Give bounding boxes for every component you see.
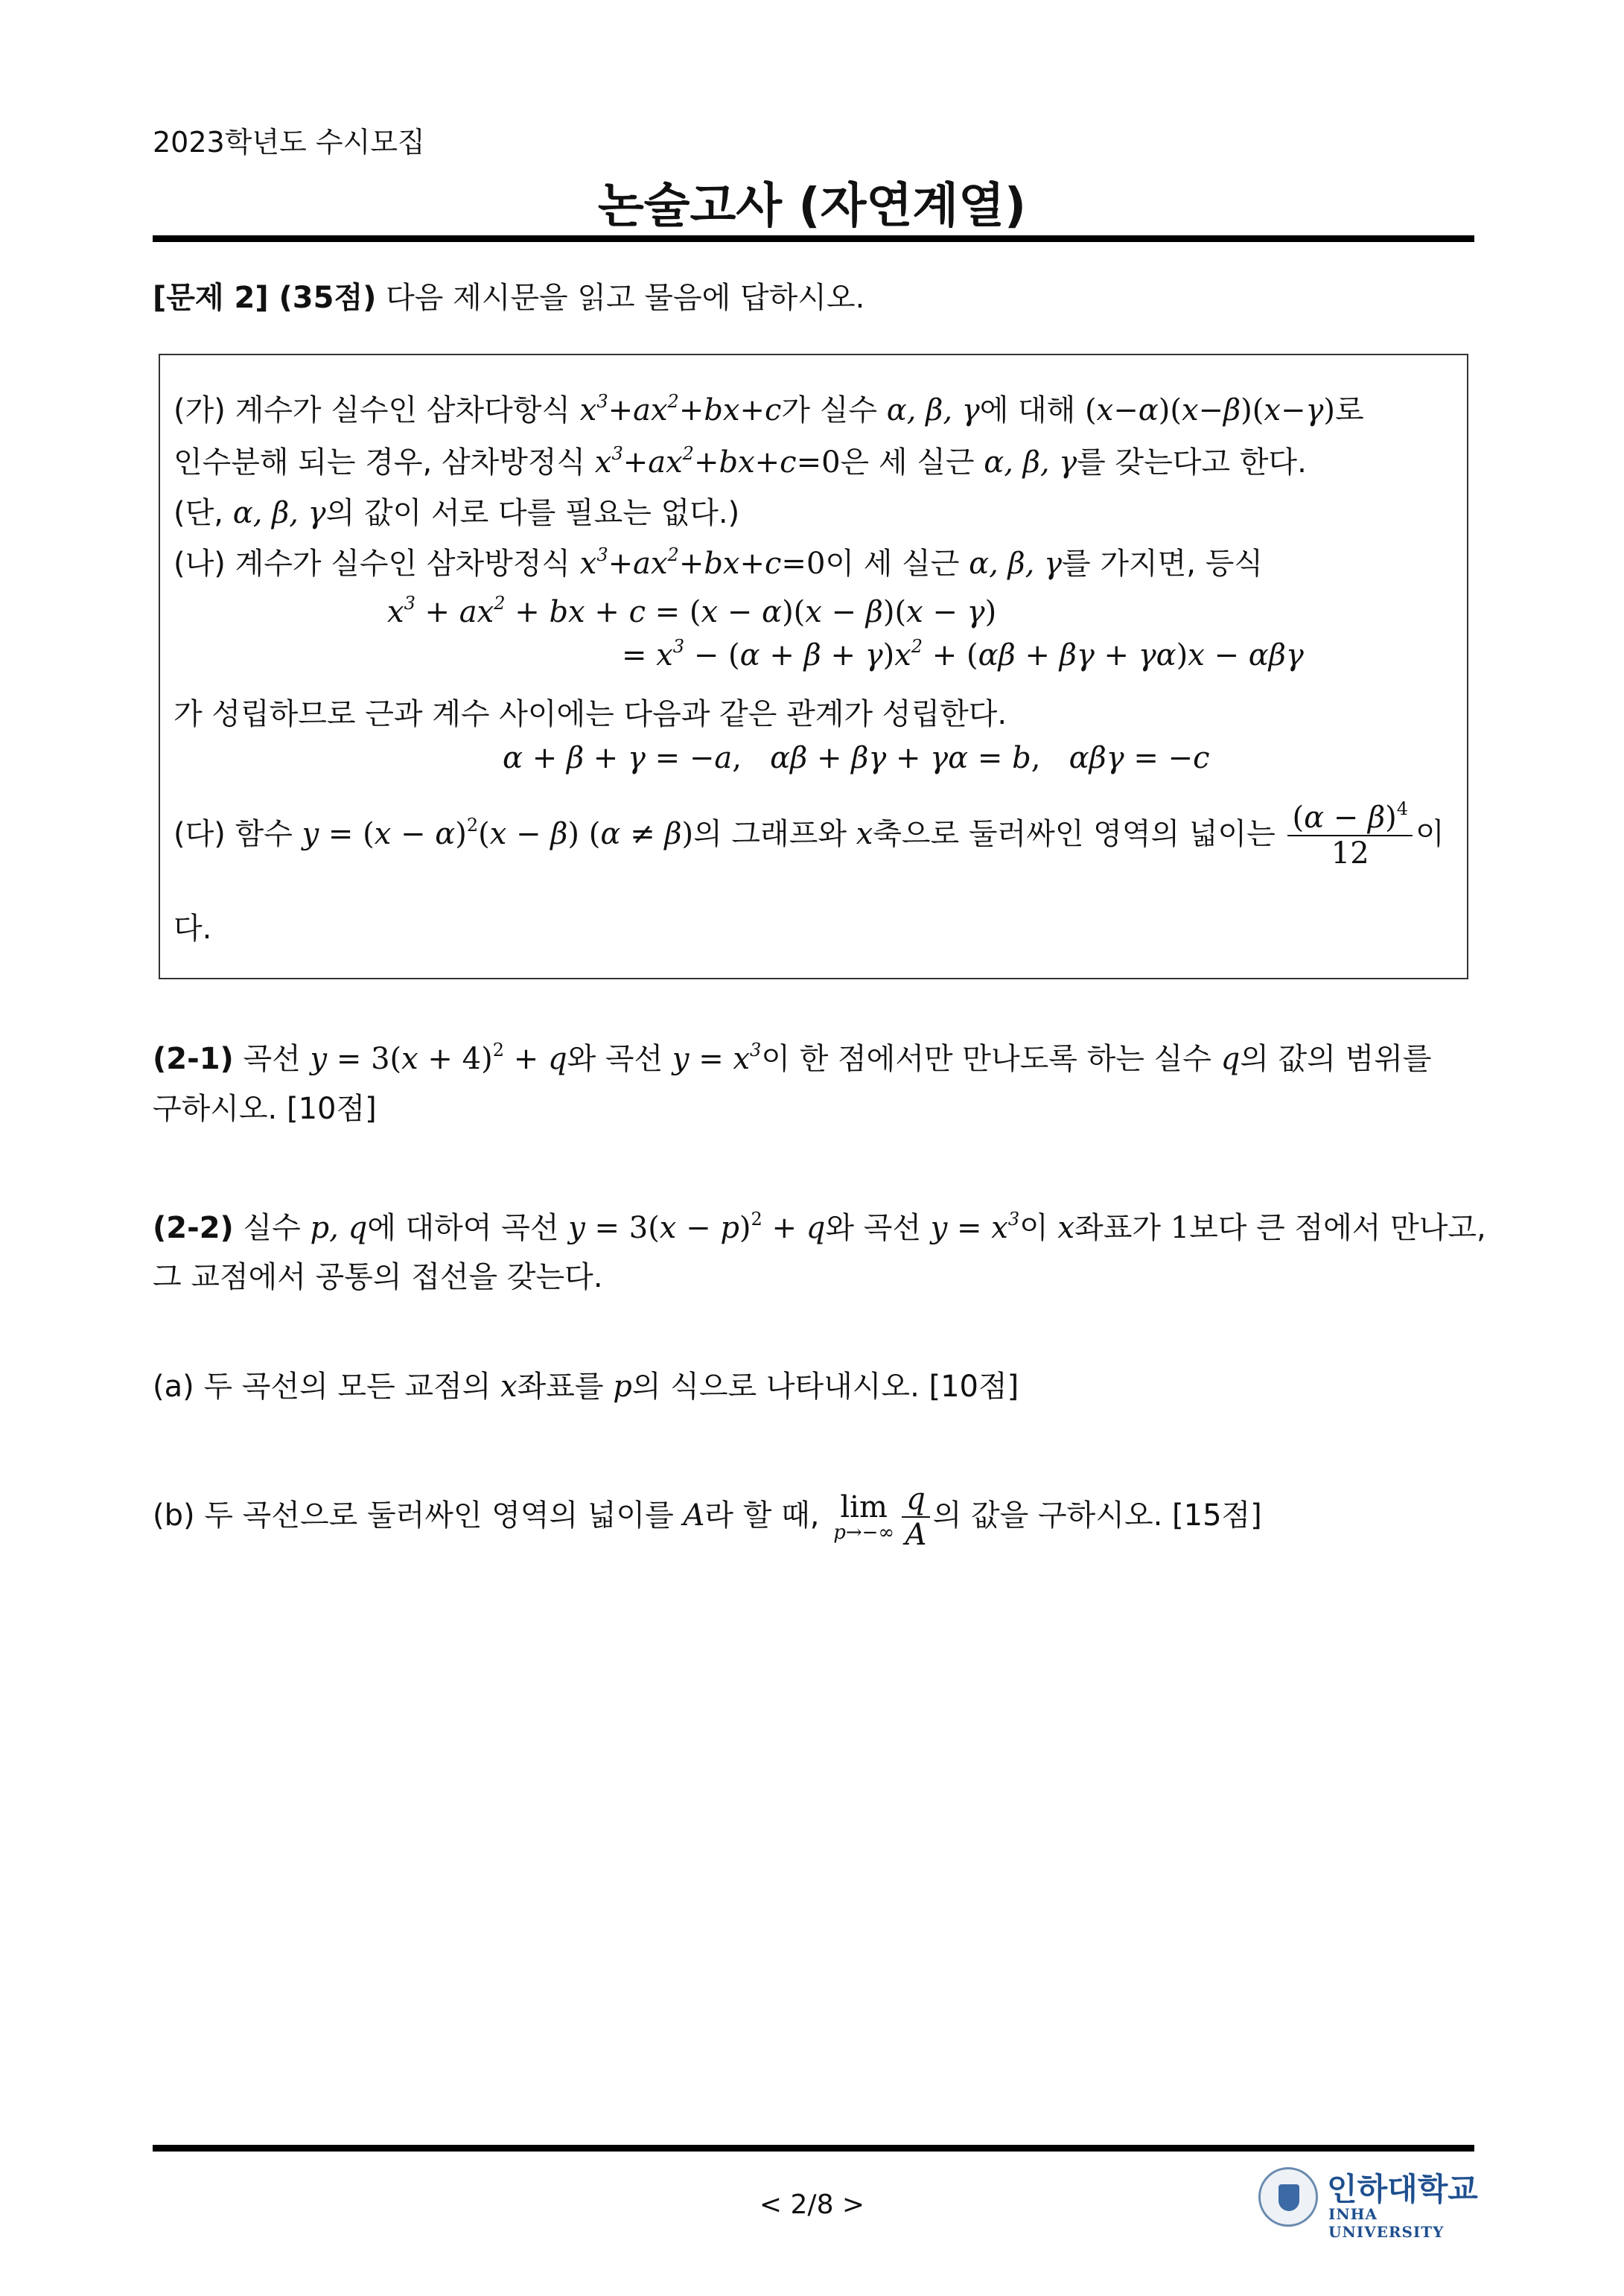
question-2-2-a: (a) 두 곡선의 모든 교점의 x좌표를 p의 식으로 나타내시오. [10점]	[153, 1370, 1019, 1404]
question-text: 좌표가	[1074, 1211, 1161, 1245]
page-title: 논술고사 (자연계열)	[597, 179, 1027, 234]
question-text: 에 대하여 곡선	[367, 1211, 559, 1245]
passage-text: 의 그래프와	[693, 817, 847, 851]
passage-text: 로	[1334, 393, 1364, 427]
university-name-ko: 인하대학교	[1327, 2171, 1478, 2207]
passage-text: 다.	[173, 912, 212, 946]
question-text: 의 값을 구하시오. [15점]	[932, 1498, 1262, 1533]
area-fraction: $\frac{(\alpha - \beta)^4}{12}$	[1287, 801, 1413, 871]
university-name-en: INHA UNIVERSITY	[1328, 2205, 1445, 2241]
question-text: (a) 두 곡선의 모든 교점의	[153, 1370, 491, 1404]
question-text: 실수	[243, 1211, 301, 1245]
passage-text: (다) 함수	[173, 817, 293, 851]
question-text: 와 곡선	[825, 1211, 922, 1245]
passage-text: 를 가지면, 등식	[1062, 547, 1263, 581]
question-2-2-line-2	[153, 1253, 603, 1296]
passage-text: 가 성립하므로 근과 계수 사이에는 다음과 같은 관계가 성립한다.	[173, 697, 1007, 731]
question-2-2-b: (b) 두 곡선으로 둘러싸인 영역의 넓이를 A라 할 때, lim p→−∞ $\frac{q}{A}$ 의 값을 구하시오. [15점]	[153, 1482, 1262, 1552]
identity-line-1: $x^3 + ax^2$ + bx + c = (x − α)(x − β)(x − γ)	[387, 593, 997, 629]
problem-header	[153, 274, 864, 317]
passage-text: (가) 계수가 실수인 삼차다항식	[173, 393, 571, 427]
question-text: 그 교점에서 공통의 접선을 갖는다.	[153, 1260, 603, 1294]
question-2-2-label: (2-2)	[153, 1211, 234, 1245]
q-over-a-fraction: $\frac{q}{A}$	[902, 1482, 930, 1552]
question-text: 좌표를	[517, 1370, 604, 1404]
passage-text: 은 세 실근	[840, 445, 975, 480]
university-emblem-icon	[1258, 2167, 1318, 2227]
question-text: 와 곡선	[567, 1042, 663, 1076]
question-2-1-line-1: (2-1) 곡선 $y = 3(x + 4)^2 + q$와 곡선 $y = x^3$이 한 점에서만 만나도록 하는 실수 q의 값의 범위를	[153, 1040, 1432, 1076]
question-text: (b) 두 곡선으로 둘러싸인 영역의 넓이를	[153, 1498, 674, 1533]
passage-na-line-4	[173, 690, 1007, 733]
passage-text: 가 실수	[781, 393, 878, 427]
question-2-2-line-1: (2-2) 실수 p, q에 대하여 곡선 $y = 3(x - p)^2 + q$와 곡선 $y = x^3$이 x좌표가 1보다 큰 점에서 만나고,	[153, 1209, 1486, 1245]
question-2-1-line-2	[153, 1085, 377, 1128]
question-text: 의 식으로 나타내시오. [10점]	[631, 1370, 1019, 1404]
passage-text: 를 갖는다고 한다.	[1077, 445, 1307, 480]
passage-da-line-1: (다) 함수 $y = (x - \alpha)^2(x - \beta)$ (α ≠ β)의 그래프와 x축으로 둘러싸인 영역의 넓이는 $\frac{(\alpha - \beta)^4}{12}$ 이	[173, 798, 1445, 871]
question-text: 보다 큰 점에서 만나고,	[1189, 1211, 1486, 1245]
passage-text: (단,	[173, 496, 223, 530]
passage-text: (나) 계수가 실수인 삼차방정식	[173, 547, 571, 581]
passage-ga-line-3: (단, α, β, γ의 값이 서로 다를 필요는 없다.)	[173, 496, 740, 530]
exam-year: 2023학년도 수시모집	[153, 126, 425, 159]
question-text: 이 한 점에서만 만나도록 하는 실수	[761, 1042, 1211, 1076]
limit-expression: lim p→−∞	[833, 1490, 895, 1544]
university-logo	[1258, 2163, 1482, 2241]
passage-text: 이	[1416, 817, 1445, 851]
passage-box	[159, 354, 1468, 979]
question-2-1-label: (2-1)	[153, 1042, 234, 1076]
question-text: 이	[1019, 1211, 1048, 1245]
identity-line-2: = $x^3 - (\alpha + \beta + \gamma)x^2 + (\alpha\beta + \beta\gamma + \gamma\alpha)x - \alpha\beta\gamma$	[622, 636, 1304, 672]
passage-da-line-2	[173, 905, 211, 947]
passage-text: 에 대해	[979, 393, 1076, 427]
question-text: 라 할 때,	[704, 1498, 820, 1533]
vieta-relations: α + β + γ = −a, αβ + βγ + γα = b, αβγ = −c	[503, 741, 1210, 775]
passage-na-line-1: (나) 계수가 실수인 삼차방정식 $x^3+ax^2+bx+c=0$이 세 실근 α, β, γ를 가지면, 등식	[173, 544, 1263, 581]
passage-ga-line-1: (가) 계수가 실수인 삼차다항식 $x^3+ax^2+bx+c$가 실수 α, β, γ에 대해 (x−α)(x−β)(x−γ)로	[173, 391, 1364, 427]
top-rule	[153, 235, 1474, 242]
question-text: 의 값의 범위를	[1240, 1042, 1432, 1076]
problem-instruction: 다음 제시문을 읽고 물음에 답하시오.	[386, 281, 865, 315]
problem-label: [문제 2] (35점)	[153, 281, 377, 315]
passage-text: 의 값이 서로 다를 필요는 없다.)	[325, 496, 740, 530]
page-number: < 2/8 >	[759, 2190, 865, 2220]
question-text: 구하시오. [10점]	[153, 1092, 377, 1126]
question-text: 곡선	[243, 1042, 301, 1076]
passage-text: 이 세 실근	[825, 547, 960, 581]
passage-text: 축으로 둘러싸인 영역의 넓이는	[873, 817, 1276, 851]
passage-ga-line-2: 인수분해 되는 경우, 삼차방정식 $x^3+ax^2+bx+c=0$은 세 실근 α, β, γ를 갖는다고 한다.	[173, 443, 1307, 480]
bottom-rule	[153, 2145, 1474, 2152]
passage-text: 인수분해 되는 경우, 삼차방정식	[173, 445, 586, 480]
